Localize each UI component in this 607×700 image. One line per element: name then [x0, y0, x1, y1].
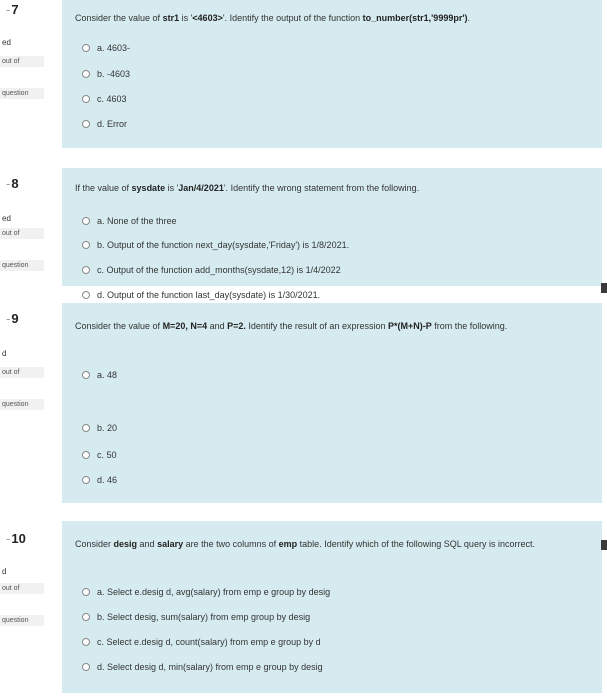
question-marks: out of	[0, 583, 44, 594]
radio-button[interactable]	[82, 371, 90, 379]
option-label: a. 48	[97, 370, 118, 380]
question-marks: out of	[0, 56, 44, 67]
question-7	[0, 0, 607, 160]
option-d[interactable]	[82, 117, 127, 131]
question-text-bold: to_number(str1,'9999pr')	[362, 13, 468, 23]
radio-button[interactable]	[82, 217, 90, 225]
radio-button[interactable]	[82, 44, 90, 52]
question-content	[62, 0, 602, 148]
option-d[interactable]	[82, 288, 320, 302]
radio-button[interactable]	[82, 291, 90, 299]
radio-button[interactable]	[82, 476, 90, 484]
option-c[interactable]	[82, 92, 127, 106]
option-label: a. 4603-	[97, 43, 131, 53]
question-text-run: from the following.	[431, 321, 508, 331]
radio-button[interactable]	[82, 424, 90, 432]
question-text-run: and	[137, 539, 158, 549]
question-text-run: '. Identify the output of the function	[222, 13, 363, 23]
question-number: -8	[6, 176, 19, 191]
option-d[interactable]	[82, 473, 117, 487]
radio-button[interactable]	[82, 613, 90, 621]
question-text-bold: desig	[113, 539, 138, 549]
question-text-run: If the value of	[75, 183, 132, 193]
question-text-run: are the two columns of	[183, 539, 279, 549]
option-label: d. 46	[97, 475, 118, 485]
question-number: -10	[6, 531, 26, 546]
question-state: ed	[2, 214, 11, 223]
question-text-bold: <4603>	[192, 13, 223, 23]
question-text-bold: P=2.	[227, 321, 246, 331]
option-c[interactable]	[82, 635, 321, 649]
option-label: d. Output of the function last_day(sysdate) is 1/30/2021.	[97, 290, 321, 300]
option-b[interactable]	[82, 421, 117, 435]
question-state: d	[2, 349, 7, 358]
radio-button[interactable]	[82, 95, 90, 103]
question-text-bold: emp	[278, 539, 298, 549]
option-label: a. Select e.desig d, avg(salary) from emp e group by desig	[97, 587, 331, 597]
question-text-run: Identify the result of an expression	[245, 321, 388, 331]
flag-question-link[interactable]: question	[0, 615, 44, 626]
option-b[interactable]	[82, 610, 310, 624]
radio-button[interactable]	[82, 241, 90, 249]
option-label: d. Select desig d, min(salary) from emp e group by desig	[97, 662, 323, 672]
option-label: a. None of the three	[97, 216, 177, 226]
question-text	[75, 537, 592, 551]
option-d[interactable]	[82, 660, 323, 674]
option-b[interactable]	[82, 238, 349, 252]
flag-question-link[interactable]: question	[0, 399, 44, 410]
question-text-bold: salary	[157, 539, 184, 549]
radio-button[interactable]	[82, 663, 90, 671]
question-text-run: '. Identify the wrong statement from the following.	[223, 183, 420, 193]
question-text	[75, 319, 592, 333]
question-text	[75, 11, 592, 25]
question-text-run: Consider the value of	[75, 13, 163, 23]
option-c[interactable]	[82, 263, 341, 277]
scroll-indicator	[601, 540, 607, 550]
option-label: c. Output of the function add_months(sysdate,12) is 1/4/2022	[97, 265, 341, 275]
option-label: b. -4603	[97, 69, 131, 79]
question-content	[62, 521, 602, 693]
question-text-run: table. Identify which of the following SQL query is incorrect.	[297, 539, 535, 549]
question-9	[0, 303, 607, 503]
question-content	[62, 168, 602, 286]
option-label: b. Select desig, sum(salary) from emp group by desig	[97, 612, 311, 622]
question-10	[0, 521, 607, 693]
question-text-run: Consider	[75, 539, 114, 549]
question-text-run: .	[467, 13, 470, 23]
radio-button[interactable]	[82, 120, 90, 128]
option-a[interactable]	[82, 214, 177, 228]
question-text-run: is '	[179, 13, 193, 23]
question-text-bold: Jan/4/2021	[178, 183, 224, 193]
question-marks: out of	[0, 367, 44, 378]
radio-button[interactable]	[82, 588, 90, 596]
option-a[interactable]	[82, 41, 130, 55]
flag-question-link[interactable]: question	[0, 88, 44, 99]
question-marks: out of	[0, 228, 44, 239]
option-b[interactable]	[82, 67, 130, 81]
option-label: b. 20	[97, 423, 118, 433]
radio-button[interactable]	[82, 266, 90, 274]
question-text	[75, 181, 592, 195]
radio-button[interactable]	[82, 70, 90, 78]
question-text-bold: P*(M+N)-P	[387, 321, 432, 331]
question-text-bold: sysdate	[131, 183, 166, 193]
option-label: c. Select e.desig d, count(salary) from emp e group by d	[97, 637, 321, 647]
option-label: c. 4603	[97, 94, 127, 104]
radio-button[interactable]	[82, 451, 90, 459]
radio-button[interactable]	[82, 638, 90, 646]
question-state: ed	[2, 38, 11, 47]
question-text-bold: M=20, N=4	[162, 321, 208, 331]
question-state: d	[2, 567, 7, 576]
question-number: -7	[6, 2, 19, 17]
option-a[interactable]	[82, 368, 117, 382]
question-content	[62, 303, 602, 503]
scroll-indicator	[601, 283, 607, 293]
question-text-run: is '	[165, 183, 179, 193]
question-number: -9	[6, 311, 19, 326]
question-text-run: Consider the value of	[75, 321, 163, 331]
option-label: c. 50	[97, 450, 117, 460]
question-8	[0, 168, 607, 298]
option-a[interactable]	[82, 585, 330, 599]
question-text-bold: str1	[162, 13, 180, 23]
option-c[interactable]	[82, 448, 117, 462]
option-label: b. Output of the function next_day(sysdate,'Friday') is 1/8/2021.	[97, 240, 350, 250]
question-text-run: and	[207, 321, 228, 331]
option-label: d. Error	[97, 119, 128, 129]
flag-question-link[interactable]: question	[0, 260, 44, 271]
